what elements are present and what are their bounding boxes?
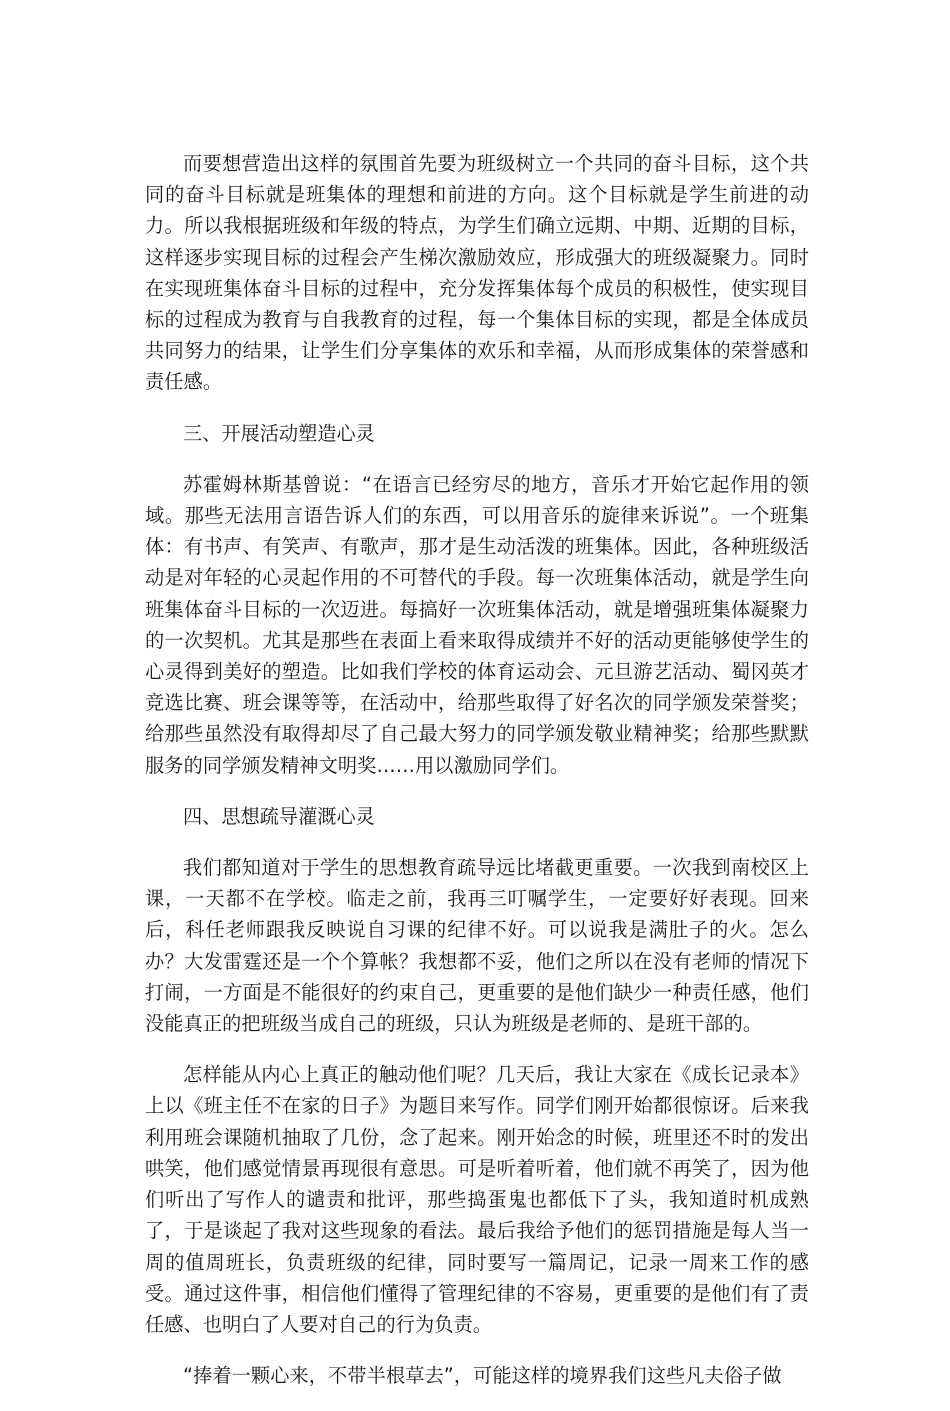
section-heading-guidance: 四、思想疏导灌溉心灵 bbox=[183, 804, 375, 828]
paragraph-closing: “捧着一颗心来，不带半根草去”，可能这样的境界我们这些凡夫俗子做 bbox=[183, 1364, 782, 1388]
document-page bbox=[145, 148, 809, 1411]
paragraph-activities: 苏霍姆林斯基曾说：“在语言已经穷尽的地方，音乐才开始它起作用的领域。那些无法用言语告诉人们的东西，可以用音乐的旋律来诉说”。一个班集体：有书声、有笑声、有歌声，那才是生动活泼的班集体。因此，各种班级活动是对年轻的心灵起作用的不可替代的手段。每一次班集体活动，就是学生向班集体奋斗目标的一次迈进。每搞好一次班集体活动，就是增强班集体凝聚力的一次契机。尤其是那些在表面上看来取得成绩并不好的活动更能够使学生的心灵得到美好的塑造。比如我们学校的体育运动会、元旦游艺活动、蜀冈英才竞选比赛、班会课等等，在活动中，给那些取得了好名次的同学颁发荣誉奖；给那些虽然没有取得却尽了自己最大努力的同学颁发敬业精神奖；给那些默默服务的同学颁发精神文明奖……用以激励同学们。 bbox=[145, 472, 809, 777]
section-heading-activities: 三、开展活动塑造心灵 bbox=[183, 421, 375, 445]
paragraph-goal-setting: 而要想营造出这样的氛围首先要为班级树立一个共同的奋斗目标，这个共同的奋斗目标就是班集体的理想和前进的方向。这个目标就是学生前进的动力。所以我根据班级和年级的特点，为学生们确立远期、中期、近期的目标，这样逐步实现目标的过程会产生梯次激励效应，形成强大的班级凝聚力。同时在实现班集体奋斗目标的过程中，充分发挥集体每个成员的积极性，使实现目标的过程成为教育与自我教育的过程，每一个集体目标的实现，都是全体成员共同努力的结果，让学生们分享集体的欢乐和幸福，从而形成集体的荣誉感和责任感。 bbox=[145, 152, 809, 394]
paragraph-growth-record: 怎样能从内心上真正的触动他们呢？几天后，我让大家在《成长记录本》上以《班主任不在家的日子》为题目来写作。同学们刚开始都很惊讶。后来我利用班会课随机抽取了几份，念了起来。刚开始念的时候，班里还不时的发出哄笑，他们感觉情景再现很有意思。可是听着听着，他们就不再笑了，因为他们听出了写作人的谴责和批评，那些捣蛋鬼也都低下了头，我知道时机成熟了，于是谈起了我对这些现象的看法。最后我给予他们的惩罚措施是每人当一周的值周班长，负责班级的纪律，同时要写一篇周记，记录一周来工作的感受。通过这件事，相信他们懂得了管理纪律的不容易，更重要的是他们有了责任感、也明白了人要对自己的行为负责。 bbox=[145, 1063, 809, 1336]
paragraph-guidance: 我们都知道对于学生的思想教育疏导远比堵截更重要。一次我到南校区上课，一天都不在学校。临走之前，我再三叮嘱学生，一定要好好表现。回来后，科任老师跟我反映说自习课的纪律不好。可以说我是满肚子的火。怎么办？大发雷霆还是一个个算帐？我想都不妥，他们之所以在没有老师的情况下打闹，一方面是不能很好的约束自己，更重要的是他们缺少一种责任感，他们没能真正的把班级当成自己的班级，只认为班级是老师的、是班干部的。 bbox=[145, 856, 809, 1036]
